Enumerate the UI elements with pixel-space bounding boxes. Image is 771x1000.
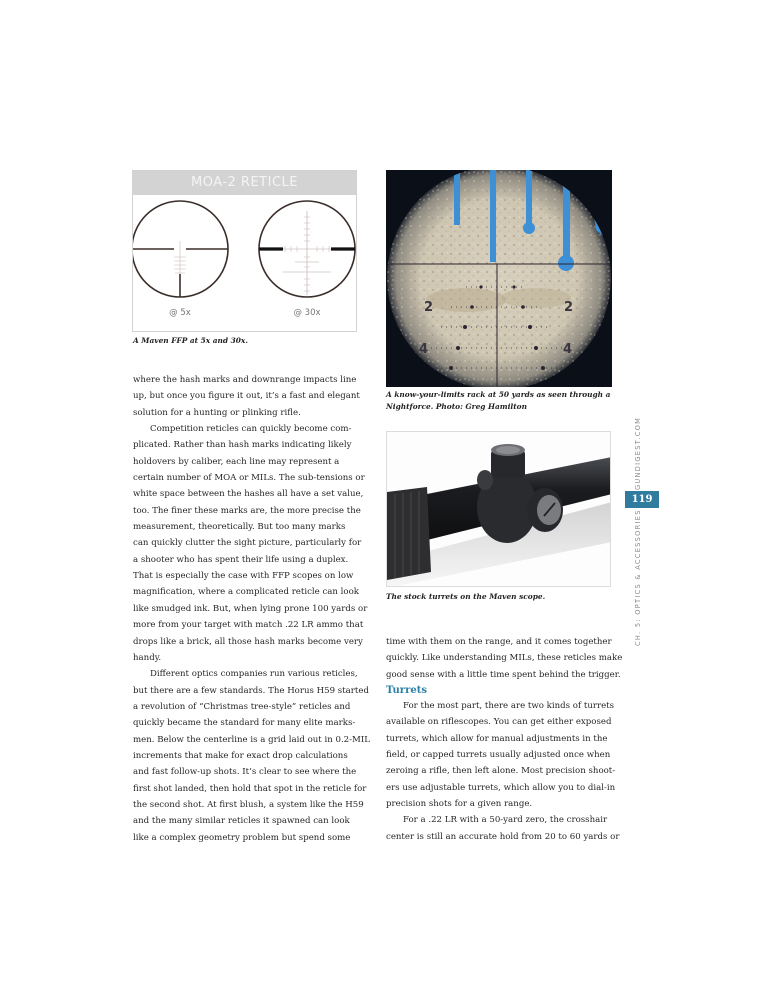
paragraph bbox=[386, 698, 614, 812]
text-line: plicated. Rather than hash marks indicating likely bbox=[133, 440, 352, 451]
site-name: GUNDIGEST.COM bbox=[634, 416, 642, 490]
text-line: drops like a brick, all those hash marks become very bbox=[133, 636, 363, 647]
reticle-diagram bbox=[133, 195, 356, 331]
paragraph bbox=[133, 666, 370, 846]
reticle-number-4-left: 4 bbox=[419, 342, 429, 357]
paragraph bbox=[386, 634, 623, 683]
text-line: zeroing a rifle, then left alone. Most precision shoot- bbox=[386, 766, 616, 777]
text-line: available on riflescopes. You can get either exposed bbox=[386, 717, 612, 728]
text-line: magnification, where a complicated reticle can look bbox=[133, 587, 359, 598]
text-line: holdovers by caliber, each line may represent a bbox=[133, 456, 340, 467]
paragraph bbox=[133, 421, 368, 666]
text-line: white space between the hashes all have a set value, bbox=[133, 489, 364, 500]
nightforce-scope-view bbox=[386, 170, 612, 387]
paragraph bbox=[133, 372, 359, 421]
text-line: For a .22 LR with a 50-yard zero, the crosshair bbox=[403, 815, 608, 826]
chapter-title: CH. 5: OPTICS & ACCESSORIES bbox=[634, 509, 642, 646]
reticle-figure bbox=[132, 170, 357, 332]
text-line: too. The finer these marks are, the more precise the bbox=[133, 505, 361, 516]
text-line: quickly. Like understanding MILs, these reticles make bbox=[386, 653, 623, 664]
reticle-label-5x: @ 5x bbox=[169, 308, 191, 318]
text-line: handy. bbox=[133, 652, 162, 663]
text-line: like a complex geometry problem but spend some bbox=[133, 832, 351, 843]
text-line: That is especially the case with FFP scopes on low bbox=[133, 571, 354, 582]
reticle-figure-header: MOA-2 RETICLE bbox=[133, 171, 356, 195]
text-line: quickly became the standard for many elite marks- bbox=[133, 718, 356, 729]
reticle-number-2-right: 2 bbox=[564, 300, 574, 315]
turrets-caption: The stock turrets on the Maven scope. bbox=[386, 592, 546, 601]
text-line: center is still an accurate hold from 20 to 60 yards or bbox=[386, 831, 620, 842]
reticle-number-2-left: 2 bbox=[424, 300, 434, 315]
maven-scope-drawing bbox=[387, 432, 611, 587]
text-line: Competition reticles can quickly become com- bbox=[150, 424, 352, 435]
reticle-label-30x: @ 30x bbox=[293, 308, 321, 318]
text-line: measurement, theoretically. But too many marks bbox=[133, 522, 346, 533]
page-number-badge: 119 bbox=[625, 491, 659, 508]
text-line: For the most part, there are two kinds of turrets bbox=[403, 701, 615, 712]
text-line: Different optics companies run various reticles, bbox=[150, 669, 358, 680]
right-column bbox=[386, 634, 623, 845]
text-line: ers use adjustable turrets, which allow you to dial-in bbox=[386, 782, 616, 793]
reticle-30x-drawing bbox=[259, 201, 355, 297]
nightforce-caption bbox=[386, 389, 610, 413]
side-running-head bbox=[618, 410, 662, 646]
left-column bbox=[133, 372, 370, 846]
reticle-5x-drawing bbox=[133, 201, 228, 297]
paragraph bbox=[386, 812, 620, 845]
text-line: but there are a few standards. The Horus H59 started bbox=[133, 685, 369, 696]
text-line: precision shots for a given range. bbox=[386, 799, 533, 810]
text-line: and the many similar reticles it spawned can look bbox=[133, 816, 350, 827]
text-line: certain number of MOA or MILs. The sub-tensions or bbox=[133, 473, 365, 484]
text-line: a shooter who has spent their life using a duplex. bbox=[133, 554, 349, 565]
text-line: first shot landed, then hold that spot in the reticle for bbox=[133, 783, 367, 794]
text-line: more from your target with match .22 LR ammo that bbox=[133, 620, 364, 631]
text-line: time with them on the range, and it comes together bbox=[386, 637, 612, 647]
reticle-caption: A Maven FFP at 5x and 30x. bbox=[133, 336, 248, 345]
text-line: where the hash marks and downrange impacts line bbox=[133, 375, 357, 385]
text-line: increments that make for exact drop calculations bbox=[133, 750, 348, 761]
text-line: turrets, which allow for manual adjustments in the bbox=[386, 733, 608, 744]
turrets-photo bbox=[386, 431, 611, 587]
nightforce-photo bbox=[386, 170, 612, 387]
text-line: up, but once you figure it out, it’s a fast and elegant bbox=[133, 391, 360, 402]
text-line: good sense with a little time spent behind the trigger. bbox=[386, 669, 621, 680]
text-line: a revolution of “Christmas tree-style” reticles and bbox=[133, 701, 351, 712]
nightforce-caption-line: A know-your-limits rack at 50 yards as seen through a bbox=[386, 390, 611, 399]
text-line: can quickly clutter the sight picture, particularly for bbox=[133, 538, 362, 549]
text-line: solution for a hunting or plinking rifle. bbox=[133, 407, 301, 418]
text-line: men. Below the centerline is a grid laid out in 0.2-MIL bbox=[133, 734, 370, 745]
text-line: field, or capped turrets usually adjusted once when bbox=[386, 750, 611, 761]
section-heading-turrets: Turrets bbox=[386, 685, 427, 697]
nightforce-caption-line: Nightforce. Photo: Greg Hamilton bbox=[386, 402, 527, 411]
text-line: and fast follow-up shots. It’s clear to see where the bbox=[133, 767, 357, 778]
text-line: the second shot. At first blush, a system like the H59 bbox=[133, 799, 364, 810]
reticle-number-4-right: 4 bbox=[563, 342, 573, 357]
text-line: like smudged ink. But, when lying prone 100 yards or bbox=[133, 603, 368, 614]
